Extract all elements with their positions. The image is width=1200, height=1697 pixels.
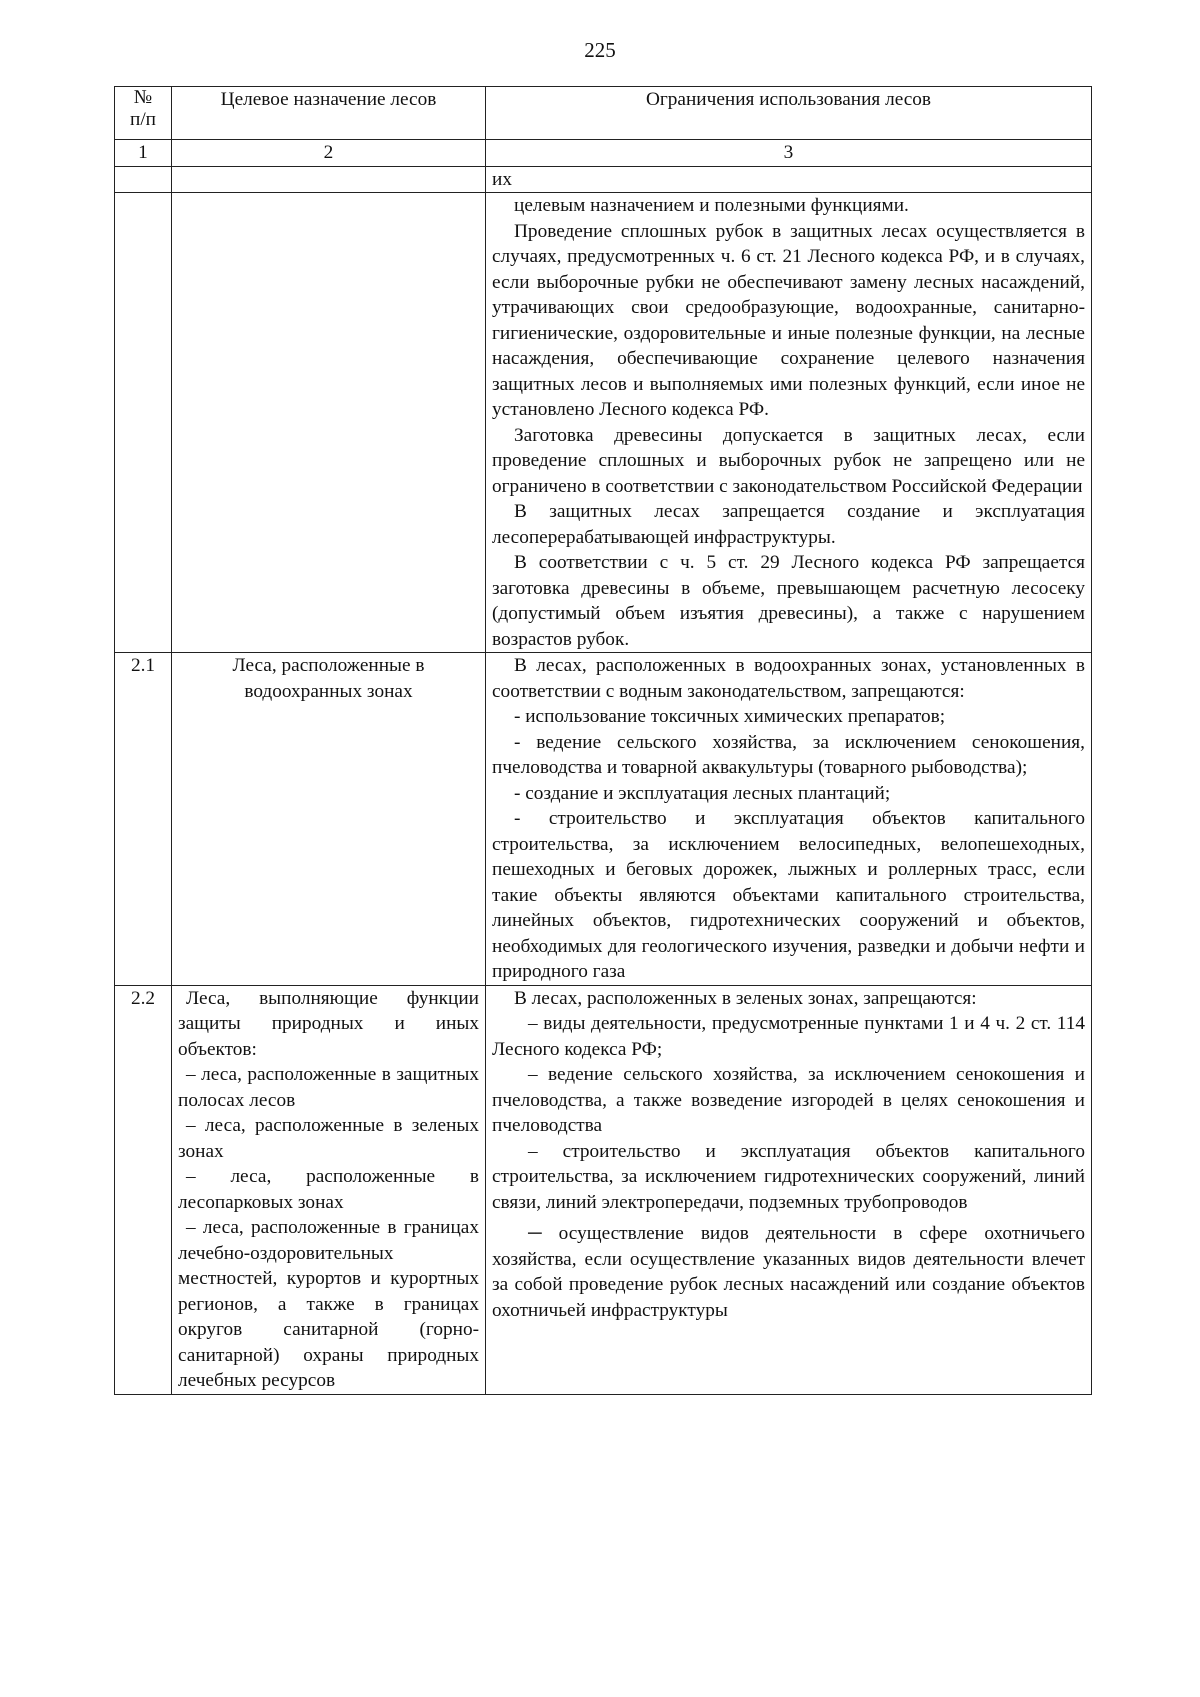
page-number: 225 [584,38,616,62]
restriction-list-item: – ведение сельского хозяйства, за исключением сенокошения и пчеловодства, а также возведение изгородей в целях сенокошения и пчеловодства [492,1064,1085,1136]
purpose-paragraph: Леса, расположенные в водоохранных зонах [232,655,425,702]
restriction-list-item: - использование токсичных химических препаратов; [514,706,946,727]
column-number: 3 [486,140,1092,167]
row-restrictions [486,166,1092,193]
header-number: № п/п [115,87,172,140]
purpose-list-item: – леса, расположенные в защитных полосах лесов [178,1064,479,1111]
row-restrictions [486,193,1092,653]
header-restrictions: Ограничения использования лесов [486,87,1092,140]
restriction-paragraph: В лесах, расположенных в водоохранных зонах, установленных в соответствии с водным законодательством, запрещаются: [492,655,1085,702]
row-number [115,166,172,193]
header-purpose: Целевое назначение лесов [172,87,486,140]
row-restrictions [486,653,1092,986]
column-number-row [115,140,1092,167]
table-row [115,166,1092,193]
restriction-paragraph: целевым назначением и полезными функциями. [514,195,909,216]
table-row [115,985,1092,1394]
restriction-paragraph: В защитных лесах запрещается создание и эксплуатация лесоперерабатывающей инфраструктуры. [492,501,1085,548]
restriction-list-item: - ведение сельского хозяйства, за исключением сенокошения, пчеловодства и товарной аквакультуры (товарного рыбоводства); [492,731,1085,778]
column-number: 2 [172,140,486,167]
purpose-paragraph: Леса, выполняющие функции защиты природных и иных объектов: [178,987,479,1060]
row-purpose [172,985,486,1394]
restriction-paragraph: Заготовка древесины допускается в защитных лесах, если проведение сплошных и выборочных рубок не запрещено или не ограничено в соответствии с законодательством Российской Федерации [492,424,1085,497]
header-row [115,87,1092,140]
restriction-list-item: – виды деятельности, предусмотренные пунктами 1 и 4 ч. 2 ст. 114 Лесного кодекса РФ; [492,1013,1085,1060]
row-purpose [172,166,486,193]
purpose-list-item: – леса, расположенные в зеленых зонах [178,1115,479,1162]
cell-spacer [492,1323,1085,1359]
restriction-paragraph: В лесах, расположенных в зеленых зонах, запрещаются: [514,987,977,1009]
restriction-list-item: - строительство и эксплуатация объектов капитального строительства, за исключением велосипедных, велопешеходных, пешеходных и беговых дорожек, лыжных и роллерных трасс, если такие объекты являются объектами капитального строительства, линейных объектов, гидротехнических сооружений и объектов, необходимых для геологического изучения, разведки и добычи нефти и природного газа [492,808,1085,982]
table-row [115,193,1092,653]
restriction-list-item: - создание и эксплуатация лесных плантаций; [514,782,891,804]
row-purpose [172,653,486,986]
restriction-paragraph: В соответствии с ч. 5 ст. 29 Лесного кодекса РФ запрещается заготовка древесины в объеме, превышающем расчетную лесосеку (допустимый объем изъятия древесины), а также с нарушением возрастов рубок. [492,552,1085,650]
row-number: 2.1 [115,653,172,986]
row-number [115,193,172,653]
row-restrictions [486,985,1092,1394]
restriction-list-item: – строительство и эксплуатация объектов капитального строительства, за исключением гидротехнических сооружений, линий связи, линий электропередачи, подземных трубопроводов [492,1140,1085,1213]
forest-restrictions-table [114,86,1092,1395]
table-row [115,653,1092,986]
row-number: 2.2 [115,985,172,1394]
restriction-paragraph: их [492,168,512,190]
row-purpose [172,193,486,653]
purpose-list-item: – леса, расположенные в лесопарковых зонах [178,1166,479,1213]
column-number: 1 [115,140,172,167]
restriction-paragraph: Проведение сплошных рубок в защитных лесах осуществляется в случаях, предусмотренных ч. 6 ст. 21 Лесного кодекса РФ, и в случаях, если выборочные рубки не обеспечивают замену лесных насаждений, утрачивающих свои средообразующие, водоохранные, санитарно-гигиенические, оздоровительные и иные полезные функции, на лесные насаждения, обеспечивающие сохранение целевого назначения защитных лесов и выполняемых ими полезных функций, если иное не установлено Лесного кодекса РФ. [492,220,1085,420]
restriction-list-item: ─ осуществление видов деятельности в сфере охотничьего хозяйства, если осуществление указанных видов деятельности влечет за собой проведение рубок лесных насаждений или создание объектов охотничьей инфраструктуры [492,1223,1085,1321]
purpose-list-item: – леса, расположенные в границах лечебно-оздоровительных местностей, курортов и курортных регионов, а также в границах округов санитарной (горно-санитарной) охраны природных лечебных ресурсов [178,1217,479,1391]
